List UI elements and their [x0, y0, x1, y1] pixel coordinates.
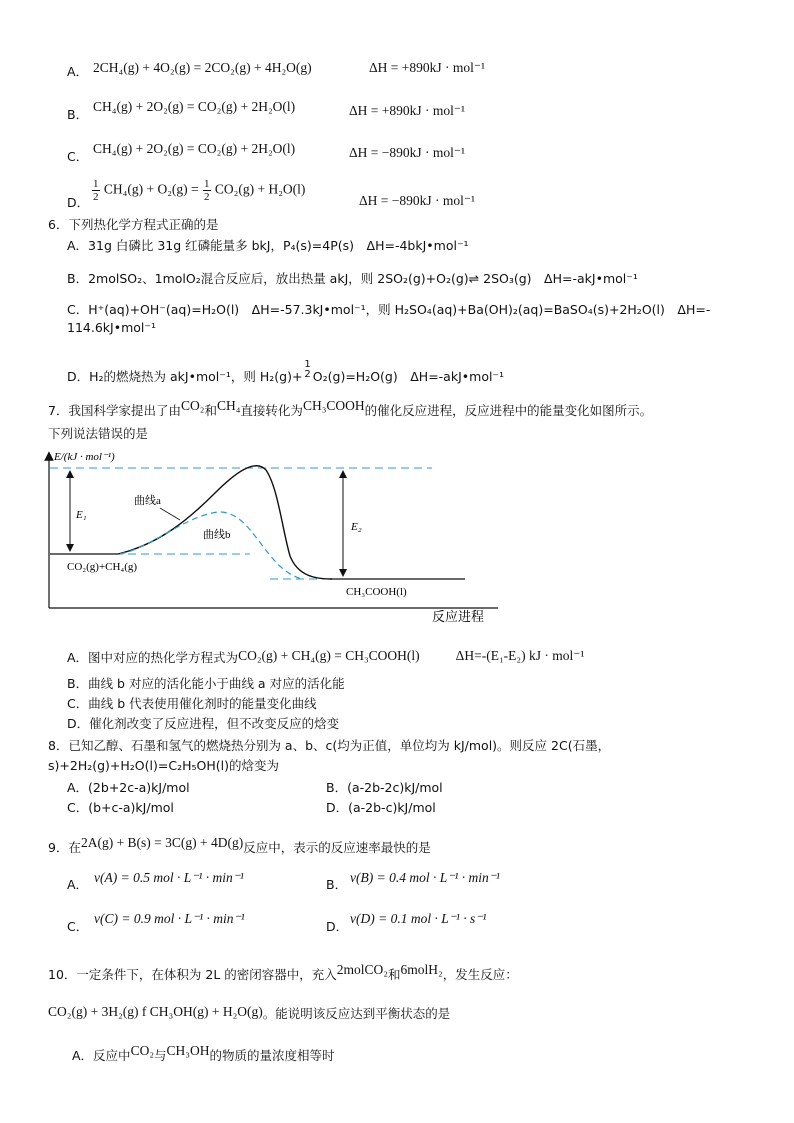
q5-d-enthalpy: ΔH = −890kJ · mol⁻¹ [359, 193, 476, 208]
q8-stem-line1: 8．已知乙醇、石墨和氢气的燃烧热分别为 a、b、c(均为正值，单位均为 kJ/mol)。则反应 2C(石墨， [48, 738, 611, 753]
q8-option-c: C．(b+c-a)kJ/mol [67, 800, 174, 815]
q5-option-c [67, 141, 466, 165]
q7-option-a [67, 648, 584, 666]
q5-b-equation: CH₄(g) + 2O₂(g) = CO₂(g) + 2H₂O(l) [93, 99, 296, 114]
curve-b [120, 512, 302, 579]
curve-a-pointer [160, 508, 180, 520]
q5-a-equation: 2CH₄(g) + 4O₂(g) = 2CO₂(g) + 4H₂O(g) [93, 60, 312, 75]
q5-c-label: C． [67, 149, 89, 164]
energy-diagram [40, 448, 510, 624]
q10-option-a [72, 1043, 335, 1064]
q5-c-equation: CH₄(g) + 2O₂(g) = CO₂(g) + 2H₂O(l) [93, 141, 296, 156]
q5-d-label: D． [67, 195, 90, 210]
q10-and: 和 [388, 967, 401, 982]
y-axis-label: E/(kJ · mol⁻¹) [54, 451, 115, 463]
q10-h2-amount: 6molH₂ [400, 962, 443, 977]
q9-c-label: C． [67, 919, 89, 934]
q6-option-c-line1: C．H⁺(aq)+OH⁻(aq)=H₂O(l) ΔH=-57.3kJ•mol⁻¹，则 H₂SO₄(aq)+Ba(OH)₂(aq)=BaSO₄(s)+2H₂O(l) ΔH=- [67, 302, 711, 317]
q7-ch4: CH₄ [216, 398, 241, 413]
q7-stem-part3: 的催化反应进程，反应进程中的能量变化如图所示。 [364, 403, 653, 418]
q5-d-eq-part2: CO₂(g) + H₂O(l) [214, 181, 306, 197]
q10-stem-line1 [48, 962, 518, 983]
q7-a-enthalpy: ΔH=-(E₁-E₂) kJ · mol⁻¹ [455, 648, 585, 663]
x-axis-label: 反应进程 [432, 609, 485, 624]
q6-d-fraction: 1 2 [304, 359, 311, 380]
q10-co2-amount: 2molCO₂ [336, 962, 388, 977]
q6-option-c-line2: 114.6kJ•mol⁻¹ [67, 320, 156, 335]
q7-option-c: C．曲线 b 代表使用催化剂时的能量变化曲线 [67, 696, 317, 711]
q6-option-d [67, 360, 504, 385]
q5-d-fraction-2: $\frac{1}{2}$ [204, 178, 210, 203]
q10-stem-part3: 。能说明该反应达到平衡状态的是 [262, 1006, 451, 1021]
q6-d-part1: D．H₂的燃烧热为 akJ•mol⁻¹，则 H₂(g)+ [67, 369, 303, 384]
q5-d-fraction-1: $\frac{1}{2}$ [93, 178, 99, 203]
curve-b-label: 曲线b [203, 529, 231, 541]
q6-option-b: B．2molSO₂、1molO₂混合反应后，放出热量 akJ，则 2SO₂(g)+O₂(g)⇌ 2SO₃(g) ΔH=-akJ•mol⁻¹ [67, 271, 638, 286]
q9-b-label: B． [326, 877, 348, 892]
q7-co2: CO₂ [180, 398, 205, 413]
q7-and: 和 [204, 403, 217, 418]
q9-option-d [326, 911, 487, 935]
reactants-label: CO₂(g)+CH₄(g) [67, 561, 138, 573]
q9-option-a [67, 870, 244, 893]
curve-a [118, 466, 332, 579]
q8-option-b: B．(a-2b-2c)kJ/mol [326, 780, 443, 795]
q7-a-part1: A．图中对应的热化学方程式为 [67, 650, 239, 665]
q10-stem-part1: 10．一定条件下，在体积为 2L 的密闭容器中，充入 [48, 967, 337, 982]
q5-c-enthalpy: ΔH = −890kJ · mol⁻¹ [349, 145, 466, 160]
q5-d-eq-part1: CH₄(g) + O₂(g) = [103, 181, 199, 197]
q9-option-c [67, 911, 245, 935]
q6-d-part2: O₂(g)=H₂O(g) ΔH=-akJ•mol⁻¹ [312, 369, 505, 384]
q10-stem-line2 [48, 1004, 450, 1022]
q10-a-part1: A．反应中 [72, 1048, 131, 1063]
e1-label: E₁ [76, 509, 87, 521]
q9-stem-part2: 反应中，表示的反应速率最快的是 [243, 840, 431, 855]
e2-label: E₂ [351, 521, 362, 533]
product-label: CH₃COOH(l) [346, 586, 407, 598]
q5-b-label: B． [67, 107, 89, 122]
q7-a-equation: CO₂(g) + CH₄(g) = CH₃COOH(l) [238, 648, 420, 663]
e1-arrow-bottom [66, 544, 74, 552]
q9-d-rate: v(D) = 0.1 mol · L⁻¹ · s⁻¹ [350, 911, 487, 926]
e1-arrow-top [66, 470, 74, 478]
q5-option-d [67, 178, 476, 211]
q9-d-label: D． [326, 919, 349, 934]
q5-a-enthalpy: ΔH = +890kJ · mol⁻¹ [369, 60, 486, 75]
q7-acetic-acid: CH₃COOH [302, 398, 365, 413]
e2-arrow-bottom [339, 569, 347, 577]
q7-option-b: B．曲线 b 对应的活化能小于曲线 a 对应的活化能 [67, 676, 345, 691]
q7-stem-line1 [48, 398, 652, 419]
q5-d-equation [91, 178, 305, 203]
q8-option-d: D．(a-2b-c)kJ/mol [326, 800, 436, 815]
q7-option-d: D．催化剂改变了反应进程，但不改变反应的焓变 [67, 716, 340, 731]
q5-option-b [67, 99, 466, 123]
q5-option-a [67, 60, 486, 80]
q9-stem-part1: 9．在 [48, 840, 81, 855]
q7-stem-part1: 7．我国科学家提出了由 [48, 403, 181, 418]
q9-option-b [326, 870, 500, 893]
e2-arrow-top [339, 470, 347, 478]
q6-option-a: A．31g 白磷比 31g 红磷能量多 bkJ，P₄(s)=4P(s) ΔH=-4bkJ•mol⁻¹ [67, 238, 469, 253]
q8-option-a: A．(2b+2c-a)kJ/mol [67, 780, 190, 795]
q9-a-label: A． [67, 877, 89, 892]
q9-c-rate: v(C) = 0.9 mol · L⁻¹ · min⁻¹ [94, 911, 245, 926]
curve-a-label: 曲线a [134, 495, 161, 507]
q7-stem-line2: 下列说法错误的是 [48, 426, 149, 441]
q5-a-label: A． [67, 64, 89, 79]
q9-stem [48, 835, 431, 856]
q9-equation: 2A(g) + B(s) = 3C(g) + 4D(g) [80, 835, 244, 850]
q10-a-part2: 的物质的量浓度相等时 [209, 1048, 335, 1063]
q6-stem: 6．下列热化学方程式正确的是 [48, 217, 219, 232]
q10-a-with: 与 [154, 1048, 167, 1063]
q10-a-methanol: CH₃OH [166, 1043, 210, 1058]
q10-stem-part2: ，发生反应： [442, 967, 518, 982]
q9-b-rate: v(B) = 0.4 mol · L⁻¹ · min⁻¹ [350, 870, 500, 885]
q10-a-co2: CO₂ [130, 1043, 155, 1058]
q7-stem-part2: 直接转化为 [240, 403, 303, 418]
q10-equation: CO₂(g) + 3H₂(g) f CH₃OH(g) + H₂O(g) [48, 1004, 263, 1019]
q9-a-rate: v(A) = 0.5 mol · L⁻¹ · min⁻¹ [94, 870, 244, 885]
q5-b-enthalpy: ΔH = +890kJ · mol⁻¹ [349, 103, 466, 118]
q8-stem-line2: s)+2H₂(g)+H₂O(l)=C₂H₅OH(l)的焓变为 [48, 758, 279, 773]
